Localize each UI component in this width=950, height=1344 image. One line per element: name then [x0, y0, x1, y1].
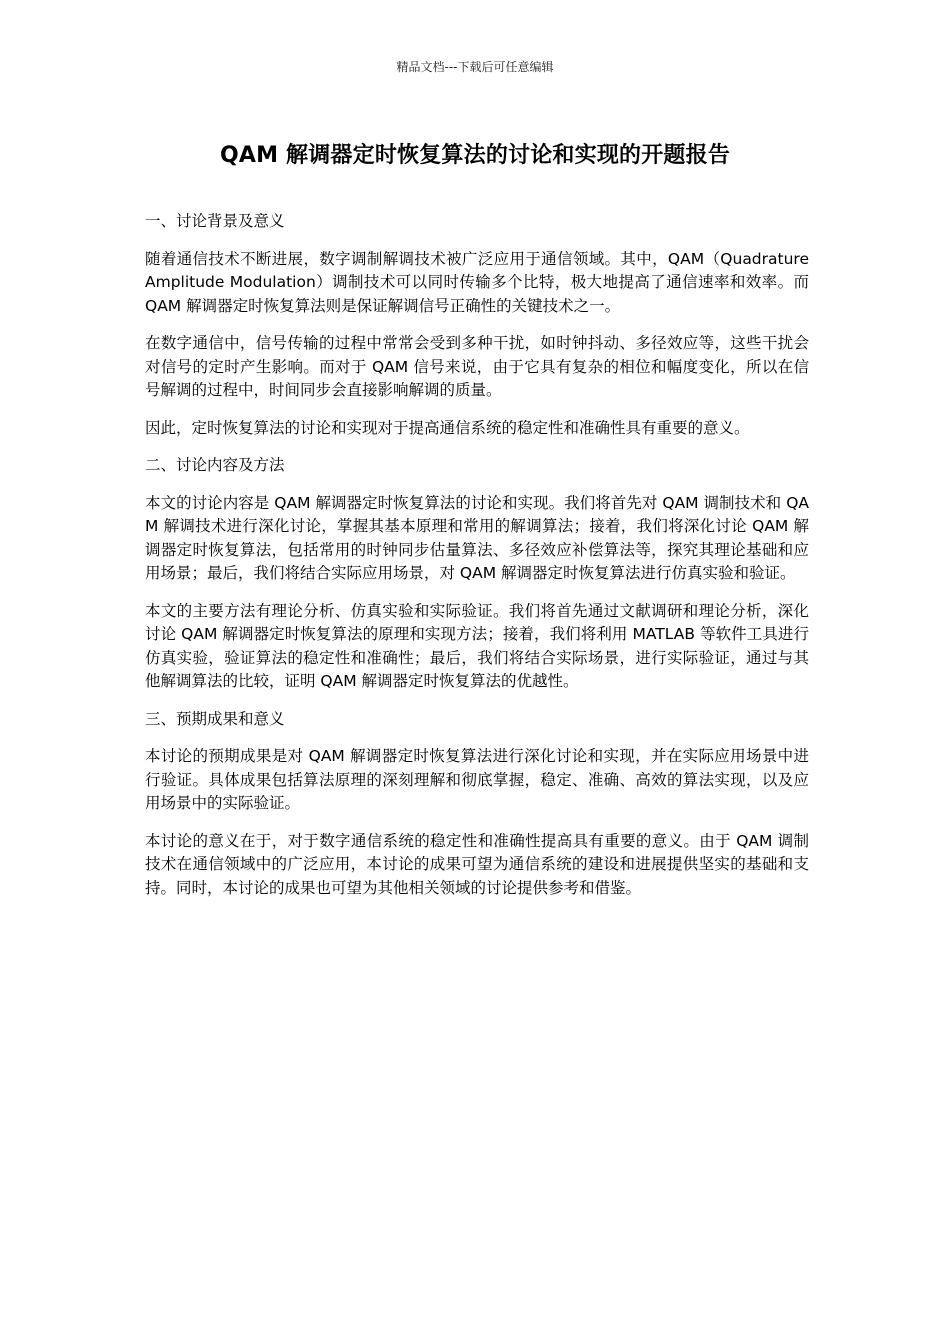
- header-note: 精品文档---下载后可任意编辑: [396, 60, 554, 74]
- paragraph: 在数字通信中，信号传输的过程中常常会受到多种干扰，如时钟抖动、多径效应等，这些干扰会对信号的定时产生影响。而对于 QAM 信号来说，由于它具有复杂的相位和幅度变化，所以在信号解调的过程中，时间同步会直接影响解调的质量。: [145, 334, 809, 399]
- paragraph: 因此，定时恢复算法的讨论和实现对于提高通信系统的稳定性和准确性具有重要的意义。: [145, 418, 750, 437]
- paragraph: 随着通信技术不断进展，数字调制解调技术被广泛应用于通信领域。其中，QAM（Quadrature Amplitude Modulation）调制技术可以同时传输多个比特，极大地提高了通信速率和效率。而 QAM 解调器定时恢复算法则是保证解调信号正确性的关键技术之一。: [145, 249, 809, 315]
- section-heading-expected-results: 三、预期成果和意义: [145, 709, 285, 728]
- paragraph: 本文的主要方法有理论分析、仿真实验和实际验证。我们将首先通过文献调研和理论分析，深化讨论 QAM 解调器定时恢复算法的原理和实现方法；接着，我们将利用 MATLAB 等软件工具进行仿真实验，验证算法的稳定性和准确性；最后，我们将结合实际场景，进行实际验证，通过与其他解调算法的比较，证明 QAM 解调器定时恢复算法的优越性。: [145, 601, 809, 690]
- document-body: [145, 210, 809, 914]
- document-title: QAM 解调器定时恢复算法的讨论和实现的开题报告: [219, 143, 731, 168]
- paragraph: 本讨论的意义在于，对于数字通信系统的稳定性和准确性提高具有重要的意义。由于 QAM 调制技术在通信领域中的广泛应用，本讨论的成果可望为通信系统的建设和进展提供坚实的基础和支持。同时，本讨论的成果也可望为其他相关领域的讨论提供参考和借鉴。: [145, 831, 809, 897]
- paragraph: 本文的讨论内容是 QAM 解调器定时恢复算法的讨论和实现。我们将首先对 QAM 调制技术和 QAM 解调技术进行深化讨论，掌握其基本原理和常用的解调算法；接着，我们将深化讨论 QAM 解调器定时恢复算法，包括常用的时钟同步估量算法、多径效应补偿算法等，探究其理论基础和应用场景；最后，我们将结合实际应用场景，对 QAM 解调器定时恢复算法进行仿真实验和验证。: [145, 493, 809, 582]
- section-heading-content-methods: 二、讨论内容及方法: [145, 456, 285, 474]
- paragraph: 本讨论的预期成果是对 QAM 解调器定时恢复算法进行深化讨论和实现，并在实际应用场景中进行验证。具体成果包括算法原理的深刻理解和彻底掌握，稳定、准确、高效的算法实现，以及应用场景中的实际验证。: [145, 747, 809, 812]
- section-heading-background: 一、讨论背景及意义: [145, 212, 285, 230]
